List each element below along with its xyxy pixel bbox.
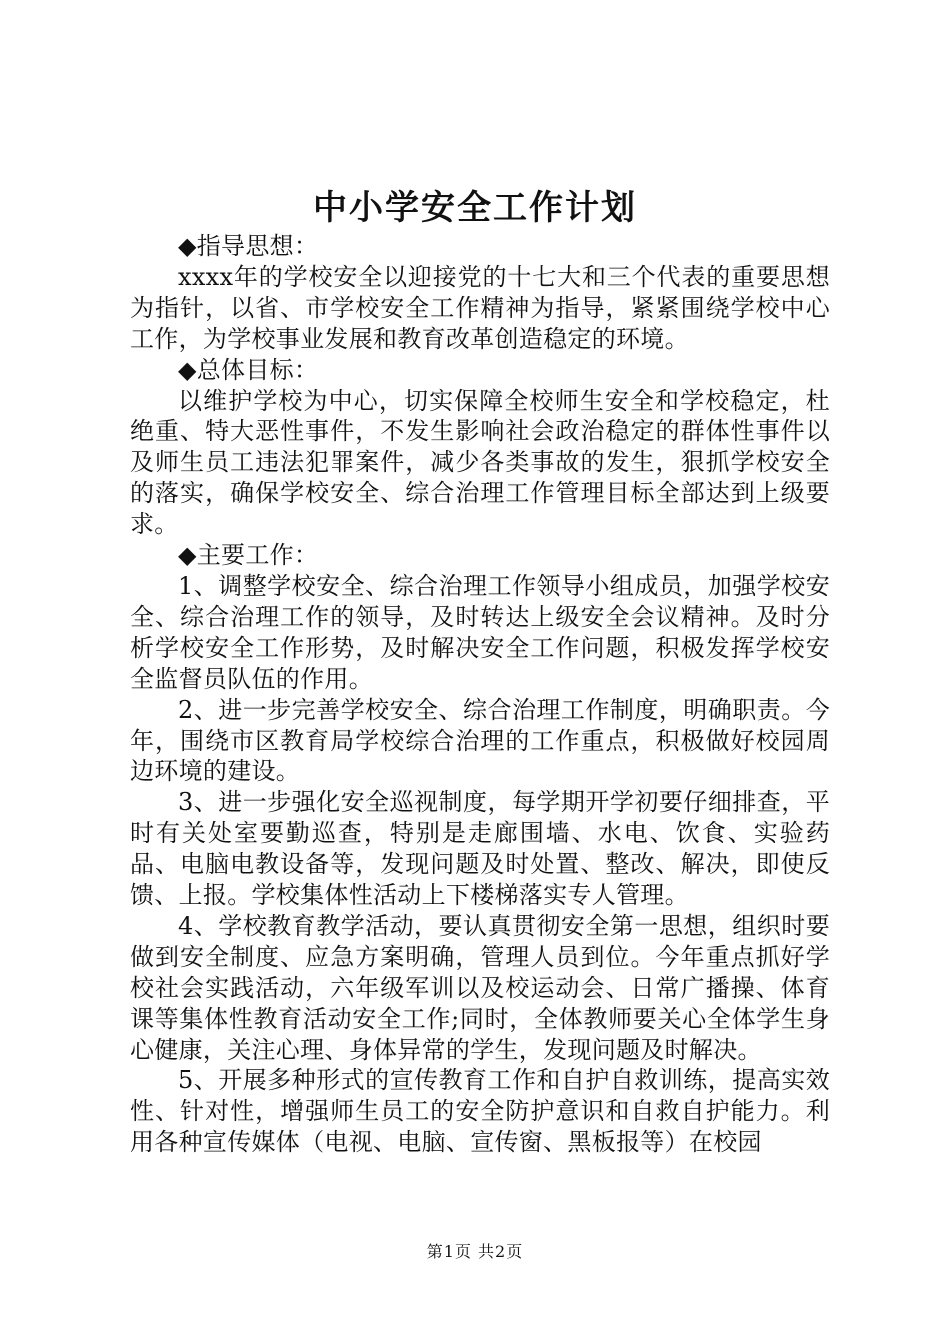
work-item-3: 3、进一步强化安全巡视制度，每学期开学初要仔细排查，平时有关处室要勤巡查，特别是走廊围墙、水电、饮食、实验药品、电脑电教设备等，发现问题及时处置、整改、解决，即使反馈、上报。学校集体性活动上下楼梯落实专人管理。 [130, 788, 830, 910]
paragraph-guiding-ideology: xxxx年的学校安全以迎接党的十七大和三个代表的重要思想为指针，以省、市学校安全工作精神为指导，紧紧围绕学校中心工作，为学校事业发展和教育改革创造稳定的环境。 [130, 262, 830, 353]
work-item-1: 1、调整学校安全、综合治理工作领导小组成员，加强学校安全、综合治理工作的领导，及时转达上级安全会议精神。及时分析学校安全工作形势，及时解决安全工作问题，积极发挥学校安全监督员队伍的作用。 [130, 571, 830, 693]
section-heading-overall-goal: ◆总体目标： [178, 355, 319, 384]
document-body [130, 231, 830, 1158]
section-heading-guiding-ideology: ◆指导思想： [178, 232, 319, 260]
work-item-4: 4、学校教育教学活动，要认真贯彻安全第一思想，组织时要做到安全制度、应急方案明确，管理人员到位。今年重点抓好学校社会实践活动，六年级军训以及校运动会、日常广播操、体育课等集体性教育活动安全工作;同时，全体教师要关心全体学生身心健康，关注心理、身体异常的学生，发现问题及时解决。 [130, 911, 830, 1064]
work-item-2: 2、进一步完善学校安全、综合治理工作制度，明确职责。今年，围绕市区教育局学校综合治理的工作重点，积极做好校园周边环境的建设。 [130, 695, 830, 786]
document-title: 中小学安全工作计划 [313, 188, 637, 228]
work-item-5: 5、开展多种形式的宣传教育工作和自护自救训练，提高实效性、针对性，增强师生员工的安全防护意识和自救自护能力。利用各种宣传媒体（电视、电脑、宣传窗、黑板报等）在校园 [130, 1066, 830, 1157]
section-heading-main-work: ◆主要工作： [178, 541, 319, 570]
paragraph-overall-goal: 以维护学校为中心，切实保障全校师生安全和学校稳定，杜绝重、特大恶性事件，不发生影响社会政治稳定的群体性事件以及师生员工违法犯罪案件，减少各类事故的发生，狠抓学校安全的落实，确保学校安全、综合治理工作管理目标全部达到上级要求。 [130, 386, 830, 539]
page-number-footer: 第1页 共2页 [426, 1242, 524, 1261]
